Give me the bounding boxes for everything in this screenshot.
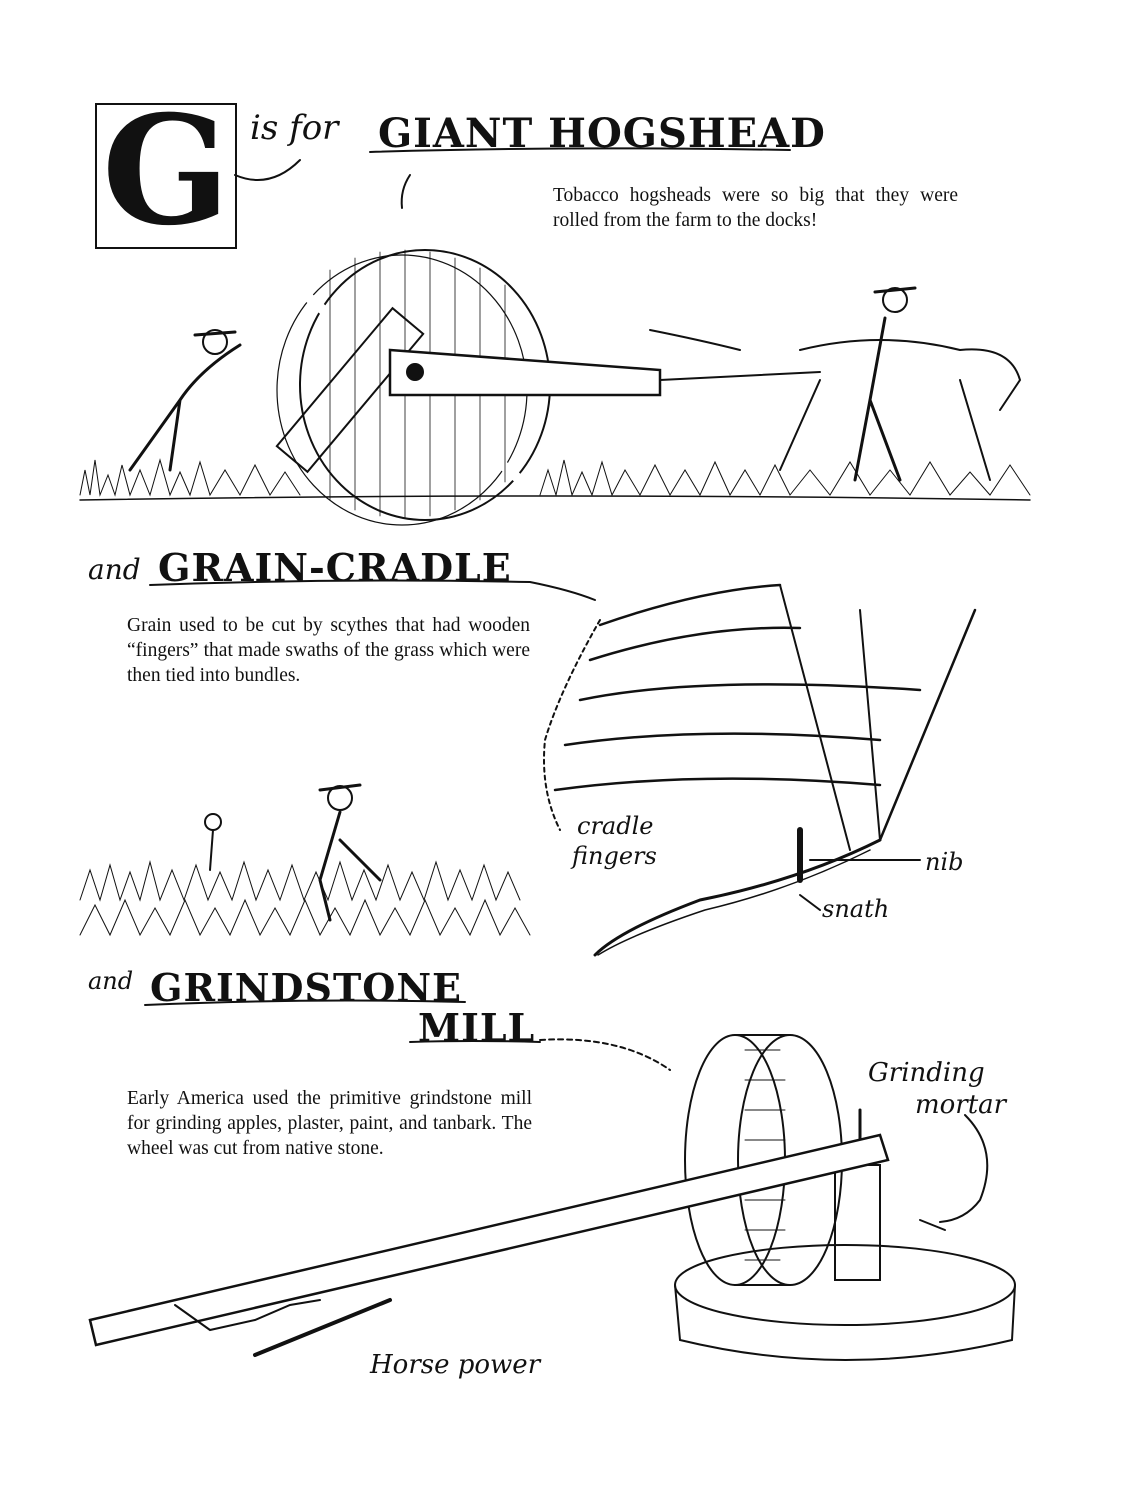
hogshead-description: Tobacco hogsheads were so big that they were rolled from the farm to the docks! — [553, 185, 958, 231]
grain-cradle-title: GRAIN-CRADLE — [158, 545, 512, 590]
label-grinding: Grinding — [868, 1058, 985, 1088]
is-for-connector: is for — [250, 108, 339, 148]
page-title: GIANT HOGSHEAD — [378, 110, 826, 157]
label-nib: nib — [925, 848, 964, 876]
label-mortar: mortar — [915, 1090, 1007, 1120]
label-fingers: fingers — [572, 842, 657, 870]
label-snath: snath — [822, 895, 890, 923]
label-horse-power: Horse power — [370, 1350, 541, 1380]
label-cradle: cradle — [577, 812, 654, 840]
grindstone-description: Early America used the primitive grindstone mill for grinding apples, plaster, paint, and tanbark. The wheel was cut from native stone. — [127, 1088, 532, 1159]
grindstone-illustration — [90, 1001, 1015, 1360]
grain-cradle-description: Grain used to be cut by scythes that had wooden “fingers” that made swaths of the grass which were then tied into bundles. — [127, 615, 530, 686]
grindstone-title: GRINDSTONE — [150, 965, 463, 1010]
grindstone-connector: and — [88, 967, 134, 995]
dropcap-letter: G — [101, 83, 231, 259]
grain-cradle-connector: and — [88, 553, 141, 586]
mill-title: MILL — [418, 1005, 536, 1050]
